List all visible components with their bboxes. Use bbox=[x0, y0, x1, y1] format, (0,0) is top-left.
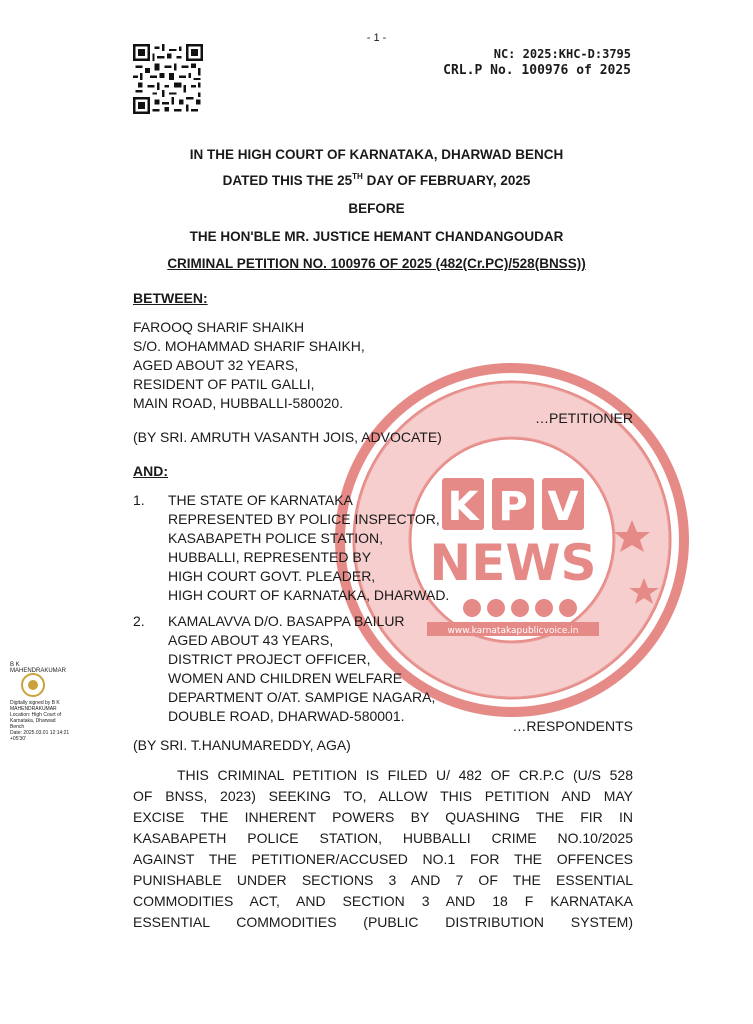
respondents-tag: …RESPONDENTS bbox=[512, 718, 633, 734]
body-line: ESSENTIAL COMMODITIES (PUBLIC DISTRIBUTION SYSTEM) bbox=[133, 914, 633, 930]
between-label: BETWEEN: bbox=[133, 290, 208, 306]
respondent-number: 2. bbox=[133, 613, 145, 629]
svg-text:P: P bbox=[498, 484, 528, 530]
petitioner-advocate: (BY SRI. AMRUTH VASANTH JOIS, ADVOCATE) bbox=[133, 429, 442, 445]
body-line: KASABAPETH POLICE STATION, HUBBALLI CRIME NO.10/2025 bbox=[133, 830, 633, 846]
respondent1-line: HUBBALLI, REPRESENTED BY bbox=[168, 549, 372, 565]
signer-name-line2: MAHENDRAKUMAR bbox=[10, 668, 67, 674]
body-line: EXCISE THE INHERENT POWERS BY QUASHING THE FIR IN bbox=[133, 809, 633, 825]
petition-title: CRIMINAL PETITION NO. 100976 OF 2025 (482(Cr.PC)/528(BNSS)) bbox=[167, 256, 586, 271]
signature-detail: Digitally signed by B K bbox=[10, 700, 60, 706]
dated-suffix: DAY OF FEBRUARY, 2025 bbox=[362, 173, 531, 188]
dated-line bbox=[0, 172, 753, 188]
body-line: PUNISHABLE UNDER SECTIONS 3 AND 7 OF THE ESSENTIAL bbox=[133, 872, 633, 888]
signature-detail: Location: High Court of bbox=[10, 712, 62, 718]
watermark-row1: K bbox=[447, 484, 479, 530]
page-number: - 1 - bbox=[366, 32, 387, 44]
signature-detail: Date: 2025.03.01 12:14:21 bbox=[10, 730, 70, 736]
signer-name-line1: B K bbox=[10, 662, 20, 668]
neutral-citation: NC: 2025:KHC-D:3795 bbox=[493, 47, 631, 61]
petitioner-line: S/O. MOHAMMAD SHARIF SHAIKH, bbox=[133, 338, 365, 354]
respondent1-line: REPRESENTED BY POLICE INSPECTOR, bbox=[168, 511, 440, 527]
respondent2-line: DISTRICT PROJECT OFFICER, bbox=[168, 651, 371, 667]
body-line: THIS CRIMINAL PETITION IS FILED U/ 482 OF CR.P.C (U/S 528 bbox=[177, 767, 633, 783]
respondent-advocate: (BY SRI. T.HANUMAREDDY, AGA) bbox=[133, 737, 351, 753]
dated-superscript: TH bbox=[352, 172, 363, 181]
watermark-row2: NEWS bbox=[429, 534, 597, 592]
respondent-number: 1. bbox=[133, 492, 145, 508]
respondent1-line: HIGH COURT OF KARNATAKA, DHARWAD. bbox=[168, 587, 450, 603]
body-line: AGAINST THE PETITIONER/ACCUSED NO.1 FOR THE OFFENCES bbox=[133, 851, 633, 867]
watermark-url: www.karnatakapublicvoice.in bbox=[447, 626, 579, 636]
respondent2-line: DEPARTMENT O/AT. SAMPIGE NAGARA, bbox=[168, 689, 436, 705]
signature-detail: MAHENDRAKUMAR bbox=[10, 706, 57, 712]
petitioner-line: FAROOQ SHARIF SHAIKH bbox=[133, 319, 305, 335]
petitioner-line: RESIDENT OF PATIL GALLI, bbox=[133, 376, 315, 392]
qr-code-icon bbox=[133, 44, 203, 114]
petitioner-line: AGED ABOUT 32 YEARS, bbox=[133, 357, 299, 373]
before-heading: BEFORE bbox=[348, 201, 405, 216]
signature-detail: Bench bbox=[10, 724, 25, 730]
body-line: OF BNSS, 2023) SEEKING TO, ALLOW THIS PETITION AND MAY bbox=[133, 788, 633, 804]
petitioner-line: MAIN ROAD, HUBBALLI-580020. bbox=[133, 395, 344, 411]
respondent1-line: THE STATE OF KARNATAKA bbox=[168, 492, 353, 508]
case-reference: CRL.P No. 100976 of 2025 bbox=[443, 63, 631, 78]
respondent2-line: KAMALAVVA D/O. BASAPPA BAILUR bbox=[168, 613, 405, 629]
respondent2-line: AGED ABOUT 43 YEARS, bbox=[168, 632, 334, 648]
signature-detail: Karnataka, Dharwad bbox=[10, 718, 56, 724]
petitioner-tag: …PETITIONER bbox=[534, 410, 633, 426]
svg-text:V: V bbox=[547, 484, 579, 530]
respondent1-line: KASABAPETH POLICE STATION, bbox=[168, 530, 383, 546]
respondent2-line: DOUBLE ROAD, DHARWAD-580001. bbox=[168, 708, 405, 724]
signature-detail: +05'30' bbox=[10, 736, 26, 742]
respondent1-line: HIGH COURT GOVT. PLEADER, bbox=[168, 568, 376, 584]
digital-signature-block bbox=[10, 662, 80, 742]
kpv-news-watermark-stamp bbox=[332, 360, 692, 720]
and-label: AND: bbox=[133, 463, 168, 479]
dated-prefix: DATED THIS THE 25 bbox=[222, 173, 353, 188]
court-name: IN THE HIGH COURT OF KARNATAKA, DHARWAD BENCH bbox=[189, 147, 564, 162]
respondent2-line: WOMEN AND CHILDREN WELFARE bbox=[168, 670, 403, 686]
judge-name: THE HON'BLE MR. JUSTICE HEMANT CHANDANGOUDAR bbox=[189, 229, 564, 244]
petition-body-paragraph bbox=[133, 765, 633, 933]
body-line: COMMODITIES ACT, AND SECTION 3 AND 18 F KARNATAKA bbox=[133, 893, 633, 909]
